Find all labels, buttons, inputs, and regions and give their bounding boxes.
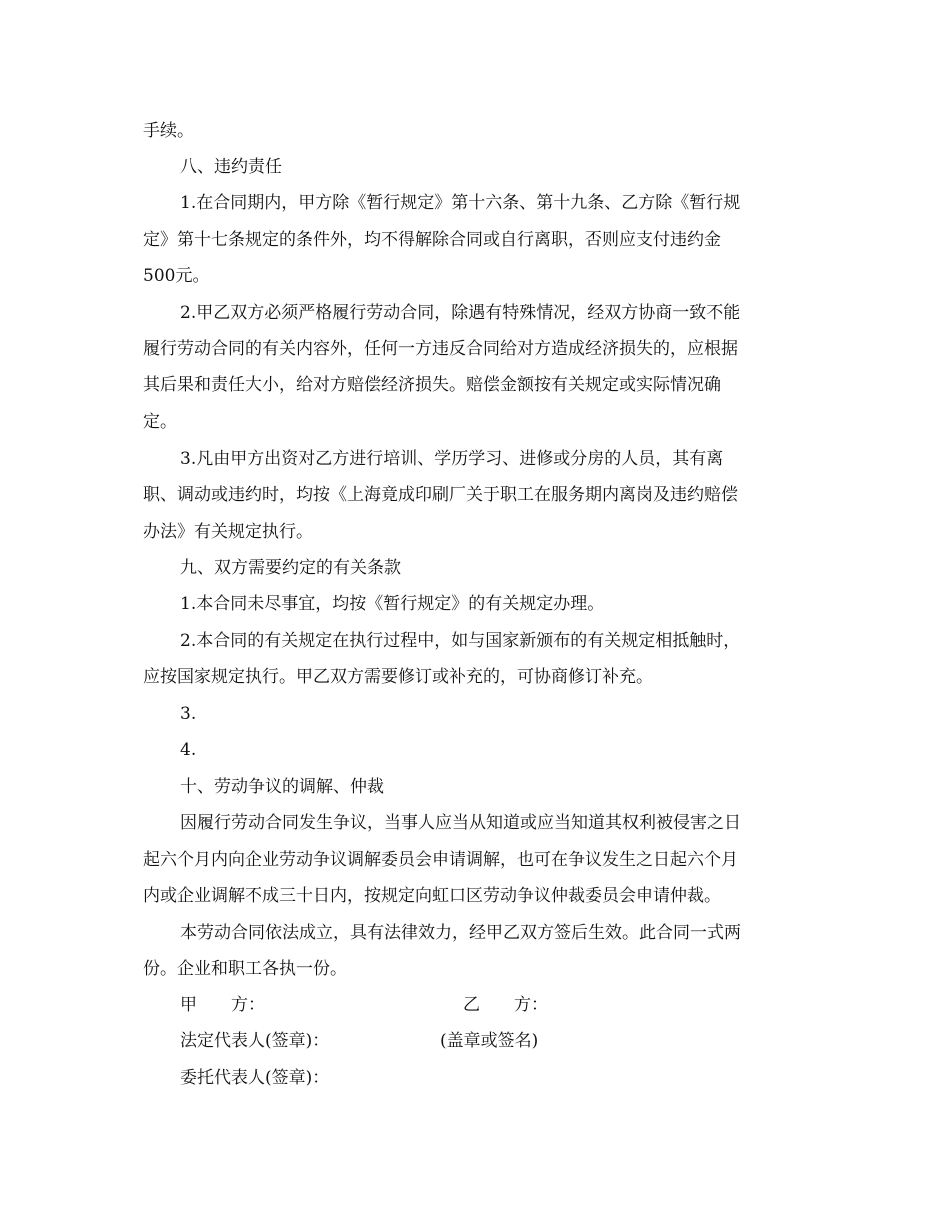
text-line: 3. <box>180 704 197 724</box>
text-line: 履行劳动合同的有关内容外，任何一方违反合同给对方造成经济损失的，应根据 <box>143 339 738 359</box>
text-line: 办法》有关规定执行。 <box>143 522 313 542</box>
party-b-label: 乙 方： <box>463 995 548 1015</box>
text-line: 其后果和责任大小，给对方赔偿经济损失。赔偿金额按有关规定或实际情况确 <box>143 375 721 395</box>
text-line: 职、调动或违约时，均按《上海竟成印刷厂关于职工在服务期内离岗及违约赔偿 <box>143 485 738 505</box>
text-line: 定》第十七条规定的条件外，均不得解除合同或自行离职，否则应支付违约金 <box>143 230 721 250</box>
authorized-representative-label: 委托代表人(签章)： <box>180 1068 330 1088</box>
text-line: 本劳动合同依法成立，具有法律效力，经甲乙双方签后生效。此合同一式两 <box>180 923 741 943</box>
text-line: 1.在合同期内，甲方除《暂行规定》第十六条、第十九条、乙方除《暂行规 <box>180 193 741 213</box>
text-line: 1.本合同未尽事宜，均按《暂行规定》的有关规定办理。 <box>180 594 605 614</box>
party-a-label: 甲 方： <box>180 995 265 1015</box>
legal-representative-label: 法定代表人(签章)： <box>180 1031 330 1051</box>
section-heading: 九、双方需要约定的有关条款 <box>180 558 401 578</box>
text-line: 应按国家规定执行。甲乙双方需要修订或补充的，可协商修订补充。 <box>143 667 653 687</box>
text-line: 手续。 <box>143 121 194 141</box>
text-line: 起六个月内向企业劳动争议调解委员会申请调解，也可在争议发生之日起六个月 <box>143 850 738 870</box>
text-line: 2.甲乙双方必须严格履行劳动合同，除遇有特殊情况，经双方协商一致不能 <box>180 303 741 323</box>
text-line: 因履行劳动合同发生争议，当事人应当从知道或应当知道其权利被侵害之日 <box>180 813 741 833</box>
text-line: 份。企业和职工各执一份。 <box>143 959 347 979</box>
section-heading: 八、违约责任 <box>180 157 282 177</box>
text-line: 内或企业调解不成三十日内，按规定向虹口区劳动争议仲裁委员会申请仲裁。 <box>143 886 721 906</box>
section-heading: 十、劳动争议的调解、仲裁 <box>180 777 384 797</box>
text-line: 3.凡由甲方出资对乙方进行培训、学历学习、进修或分房的人员，其有离 <box>180 449 724 469</box>
text-line: 定。 <box>143 412 177 432</box>
text-line: 4. <box>180 740 197 760</box>
text-line: 500元。 <box>143 266 210 286</box>
text-line: 2.本合同的有关规定在执行过程中，如与国家新颁布的有关规定相抵触时， <box>180 631 741 651</box>
seal-or-signature-label: (盖章或签名) <box>440 1031 539 1051</box>
